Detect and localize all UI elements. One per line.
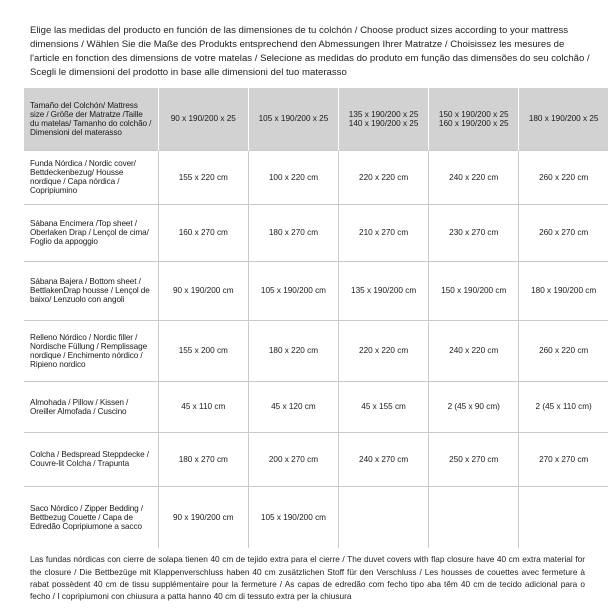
table-row <box>24 261 608 320</box>
header-row <box>24 88 608 150</box>
size-cell: 150 x 190/200 cm <box>429 261 519 320</box>
table-row <box>24 150 608 204</box>
size-table <box>24 88 608 548</box>
table-row <box>24 486 608 548</box>
size-cell: 220 x 220 cm <box>339 150 429 204</box>
size-cell: 90 x 190/200 cm <box>158 261 248 320</box>
footnote-text: Las fundas nórdicas con cierre de solapa tienen 40 cm de tejido extra para el cierre / The duvet covers with flap closure have 40 cm extra material for the closure / Die Bettbezüge mit Klappenverschluss haben 40 cm zusätzlichen Stoff für den Verschluss / Les housses de couettes avec fermeture à rabat possèdent 40 cm de tissu supplémentaire pour la fermeture / As capas de edredão com fecho tipo aba têm 40 cm de tecido adicional para o fecho / I copripiumoni con chiusura a patta hanno 40 cm di tessuto extra per la chiusura <box>30 554 585 602</box>
size-cell: 250 x 270 cm <box>429 432 519 486</box>
size-cell: 240 x 220 cm <box>429 320 519 381</box>
size-cell: 210 x 270 cm <box>339 204 429 261</box>
size-cell: 240 x 270 cm <box>339 432 429 486</box>
product-label: Sábana Bajera / Bottom sheet / BettlakenDrap housse / Lençol de baixo/ Lenzuolo con angoli <box>24 261 158 320</box>
size-cell: 260 x 220 cm <box>519 150 608 204</box>
size-cell: 45 x 155 cm <box>339 381 429 432</box>
table-row <box>24 204 608 261</box>
product-label: Relleno Nórdico / Nordic filler / Nordische Füllung / Remplissage nordique / Enchimento nórdico / Ripieno nordico <box>24 320 158 381</box>
size-cell: 180 x 270 cm <box>248 204 338 261</box>
intro-text: Elige las medidas del producto en función de las dimensiones de tu colchón / Choose product sizes according to your mattress dimensions / Wählen Sie die Maße des Produkts entsprechend den Abmessungen Ihrer Matratze / Choisissez les mesures de l'article en fonction des dimensions de votre matelas / Selecione as medidas do produto em função das dimensões do seu colchão / Scegli le dimensioni del prodotto in base alle dimensioni del tuo materasso <box>30 24 590 79</box>
size-cell: 155 x 200 cm <box>158 320 248 381</box>
size-cell: 240 x 220 cm <box>429 150 519 204</box>
product-label: Funda Nórdica / Nordic cover/ Bettdeckenbezug/ Housse nordique / Capa nórdica / Copripiumino <box>24 150 158 204</box>
size-cell: 2 (45 x 90 cm) <box>429 381 519 432</box>
table-row <box>24 432 608 486</box>
size-cell: 180 x 270 cm <box>158 432 248 486</box>
header-size-cell: 135 x 190/200 x 25 140 x 190/200 x 25 <box>339 88 429 150</box>
size-cell: 105 x 190/200 cm <box>248 261 338 320</box>
table-row <box>24 320 608 381</box>
size-cell: 2 (45 x 110 cm) <box>519 381 608 432</box>
size-cell: 220 x 220 cm <box>339 320 429 381</box>
header-size-cell: 105 x 190/200 x 25 <box>248 88 338 150</box>
size-cell <box>429 486 519 548</box>
header-size-cell: 90 x 190/200 x 25 <box>158 88 248 150</box>
size-cell: 270 x 270 cm <box>519 432 608 486</box>
size-cell: 45 x 120 cm <box>248 381 338 432</box>
header-size-cell: 180 x 190/200 x 25 <box>519 88 608 150</box>
size-cell: 45 x 110 cm <box>158 381 248 432</box>
size-cell: 260 x 270 cm <box>519 204 608 261</box>
size-cell <box>519 486 608 548</box>
product-label: Colcha / Bedspread Steppdecke / Couvre-lit Colcha / Trapunta <box>24 432 158 486</box>
product-label: Almohada / Pillow / Kissen / Oreiller Almofada / Cuscino <box>24 381 158 432</box>
table-row <box>24 381 608 432</box>
size-cell: 160 x 270 cm <box>158 204 248 261</box>
size-cell: 135 x 190/200 cm <box>339 261 429 320</box>
size-cell <box>339 486 429 548</box>
size-cell: 155 x 220 cm <box>158 150 248 204</box>
product-label: Saco Nórdico / Zipper Bedding / Bettbezug Couette / Capa de Edredão Copripiumone a sacco <box>24 486 158 548</box>
product-label: Sábana Encimera /Top sheet / Oberlaken Drap / Lençol de cima/ Foglio da appoggio <box>24 204 158 261</box>
size-cell: 105 x 190/200 cm <box>248 486 338 548</box>
size-cell: 180 x 220 cm <box>248 320 338 381</box>
size-cell: 90 x 190/200 cm <box>158 486 248 548</box>
size-cell: 230 x 270 cm <box>429 204 519 261</box>
size-cell: 260 x 220 cm <box>519 320 608 381</box>
size-cell: 100 x 220 cm <box>248 150 338 204</box>
header-mattress-size-label: Tamaño del Colchón/ Mattress size / Größe der Matratze /Taille du matelas/ Tamanho do colchão / Dimensioni del materasso <box>24 88 158 150</box>
size-cell: 200 x 270 cm <box>248 432 338 486</box>
size-cell: 180 x 190/200 cm <box>519 261 608 320</box>
header-size-cell: 150 x 190/200 x 25 160 x 190/200 x 25 <box>429 88 519 150</box>
